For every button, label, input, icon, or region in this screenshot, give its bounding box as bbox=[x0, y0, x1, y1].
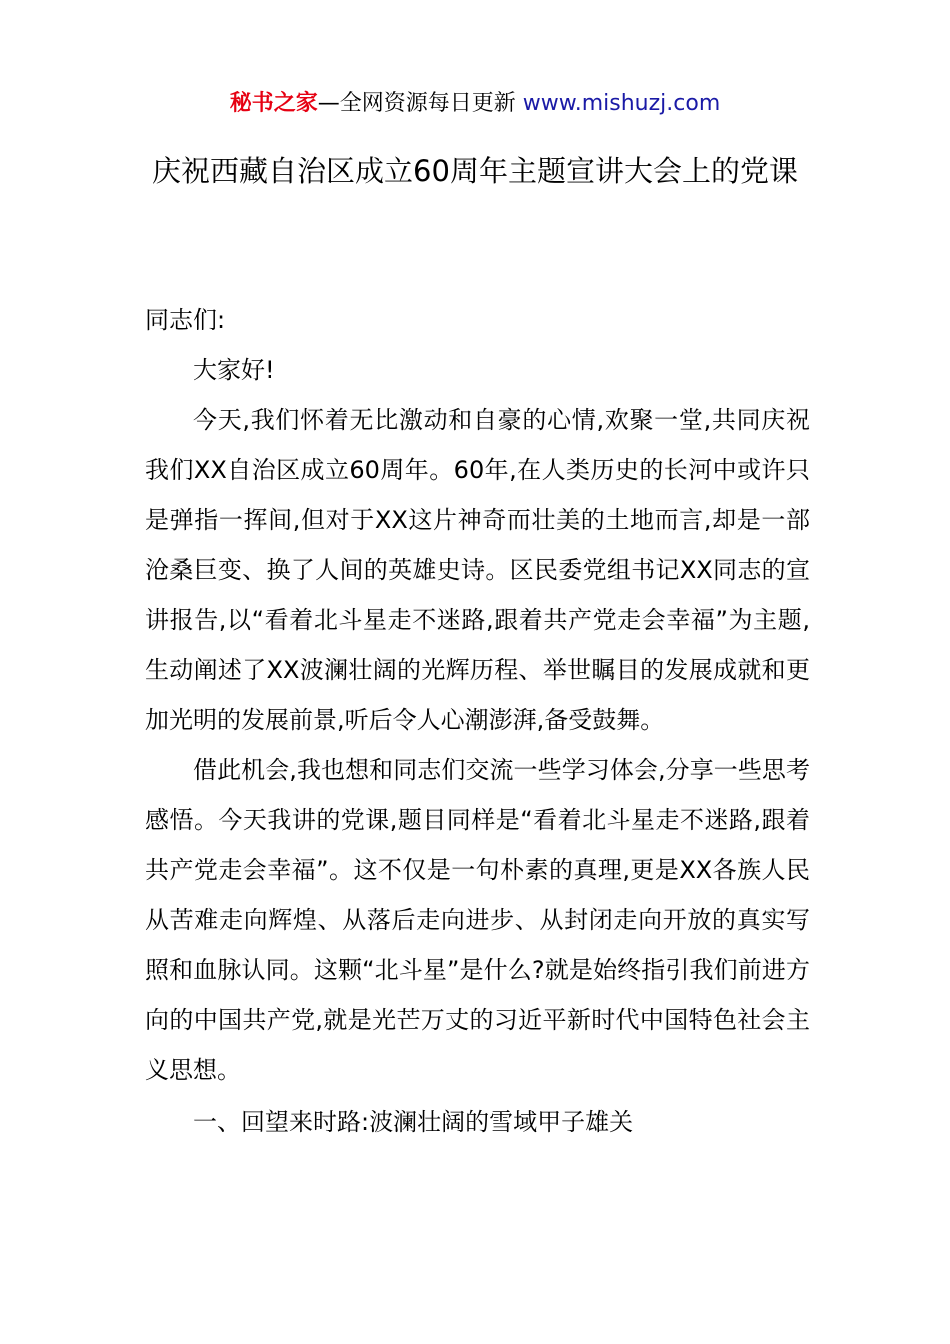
section-heading-1: 一、回望来时路:波澜壮阔的雪域甲子雄关 bbox=[193, 1108, 634, 1136]
site-slogan: —全网资源每日更新 bbox=[317, 91, 523, 116]
greeting: 大家好! bbox=[193, 356, 275, 384]
site-header bbox=[0, 88, 950, 120]
document-body bbox=[145, 295, 810, 1147]
body-paragraph-2: 借此机会,我也想和同志们交流一些学习体会,分享一些思考感悟。今天我讲的党课,题目同样是“看着北斗星走不迷路,跟着共产党走会幸福”。这不仅是一句朴素的真理,更是XX各族人民从苦难走向辉煌、从落后走向进步、从封闭走向开放的真实写照和血脉认同。这颗“北斗星”是什么?就是始终指引我们前进方向的中国共产党,就是光芒万丈的习近平新时代中国特色社会主义思想。 bbox=[145, 756, 810, 1084]
body-paragraph-1: 今天,我们怀着无比激动和自豪的心情,欢聚一堂,共同庆祝我们XX自治区成立60周年。60年,在人类历史的长河中或许只是弹指一挥间,但对于XX这片神奇而壮美的土地而言,却是一部沧桑巨变、换了人间的英雄史诗。区民委党组书记XX同志的宣讲报告,以“看着北斗星走不迷路,跟着共产党走会幸福”为主题,生动阐述了XX波澜壮阔的光辉历程、举世瞩目的发展成就和更加光明的发展前景,听后令人心潮澎湃,备受鼓舞。 bbox=[145, 406, 810, 734]
document-title: 庆祝西藏自治区成立60周年主题宣讲大会上的党课 bbox=[152, 154, 798, 188]
site-brand: 秘书之家 bbox=[229, 91, 318, 116]
site-url-link[interactable]: www.mishuzj.com bbox=[522, 91, 721, 116]
salutation: 同志们: bbox=[145, 306, 226, 334]
